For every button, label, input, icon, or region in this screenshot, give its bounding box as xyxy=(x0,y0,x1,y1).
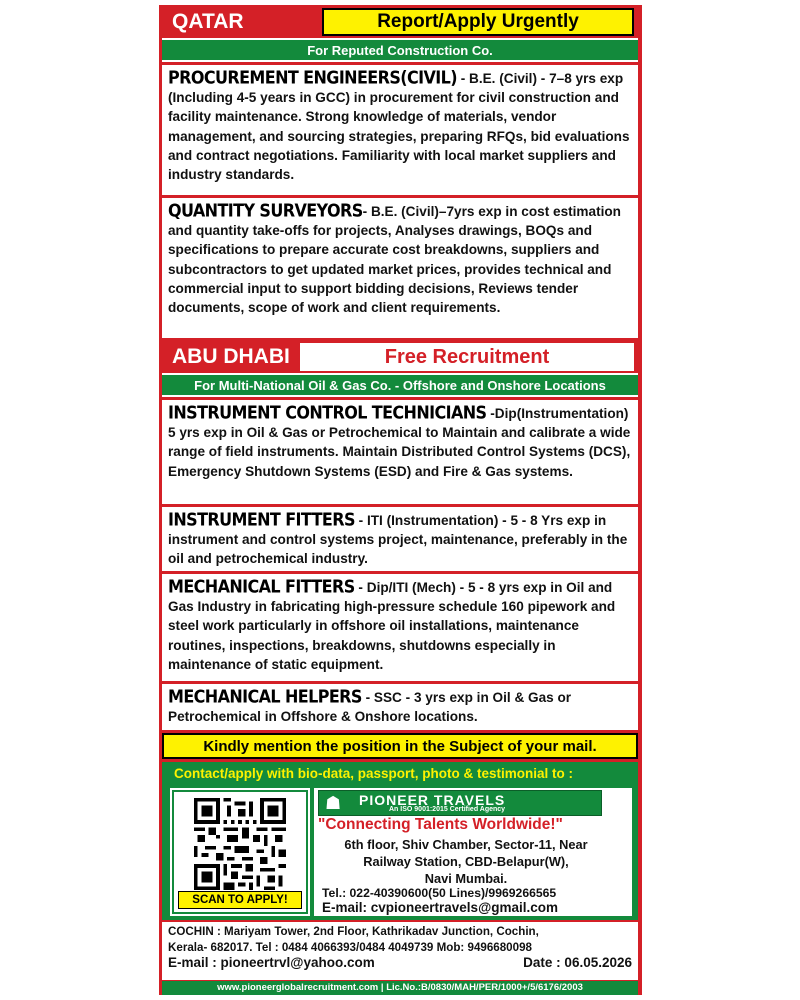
job-mechanical-helpers: MECHANICAL HELPERS - SSC - 3 yrs exp in Oil & Gas or Petrochemical in Offshore & Onshore locations. xyxy=(162,684,638,730)
job-description: B.E. (Civil)–7yrs exp in cost estimation and quantity take-offs for projects, Analyses drawings, BOQs and specifications to prepare accurate cost breakdowns, suppliers and subcontractors to get updated market prices, provides technical and commercial input to support bidding decisions, Reviews tender documents, scope of work and client requirements. xyxy=(168,204,621,316)
job-title: QUANTITY SURVEYORS xyxy=(168,199,363,222)
footer-website-license[interactable]: www.pioneerglobalrecruitment.com | Lic.No.:B/0830/MAH/PER/1000+/5/6176/2003 xyxy=(162,981,638,995)
job-procurement-engineers: PROCUREMENT ENGINEERS(CIVIL) - B.E. (Civil) - 7–8 yrs exp (Including 4-5 years in GCC) in procurement for civil construction and facility maintenance. Strong knowledge of materials, vendor management, and sourcing strategies, preparing RFQs, bid evaluations and contract negotiations. Familiarity with local market suppliers and industry standards. xyxy=(162,65,638,195)
job-mechanical-fitters: MECHANICAL FITTERS - Dip/ITI (Mech) - 5 - 8 yrs exp in Oil and Gas Industry in fabricating high-pressure schedule 160 pipework and steel work particularly in offshore oil installations, maintenance routines, inspections, breakdowns, shutdowns especially in maintenance of static equipment. xyxy=(162,574,638,681)
job-description: Dip/ITI (Mech) - 5 - 8 yrs exp in Oil and Gas Industry in fabricating high-pressure schedule 160 pipework and steel work particularly in offshore oil installations, maintenance routines, inspections, breakdowns, shutdowns especially in maintenance of static equipment. xyxy=(168,580,616,672)
free-recruitment-banner: Free Recruitment xyxy=(300,343,634,371)
job-description: Dip(Instrumentation) 5 yrs exp in Oil & Gas or Petrochemical to Maintain and calibrate a wide range of field instruments. Maintain Distributed Control Systems (DCS), Emergency Shutdown Systems (ESD) and Fire & Gas systems. xyxy=(168,406,631,479)
job-title: INSTRUMENT CONTROL TECHNICIANS xyxy=(168,401,487,424)
job-instrument-control-technicians: INSTRUMENT CONTROL TECHNICIANS -Dip(Instrumentation) 5 yrs exp in Oil & Gas or Petrochemical to Maintain and calibrate a wide range of field instruments. Maintain Distributed Control Systems (DCS), Emergency Shutdown Systems (ESD) and Fire & Gas systems. xyxy=(162,400,638,504)
company-qatar: For Reputed Construction Co. xyxy=(162,38,638,62)
contact-title: Contact/apply with bio-data, passport, photo & testimonial to : xyxy=(174,766,574,781)
company-abu-dhabi: For Multi-National Oil & Gas Co. - Offshore and Onshore Locations xyxy=(162,373,638,397)
job-title: MECHANICAL HELPERS xyxy=(168,685,362,708)
cochin-office xyxy=(162,922,638,980)
cochin-phone: Kerala- 682017. Tel : 0484 4066393/0484 4049739 Mob: 9496680098 xyxy=(168,940,532,954)
cochin-label: COCHIN xyxy=(168,925,214,938)
job-title: INSTRUMENT FITTERS xyxy=(168,508,355,531)
job-description: SSC - 3 yrs exp in Oil & Gas or Petrochemical in Offshore & Onshore locations. xyxy=(168,690,572,725)
agency-logo: ☗ PIONEER TRAVELS An ISO 9001:2015 Certified Agency xyxy=(318,790,602,816)
agency-logo-icon: ☗ xyxy=(325,793,342,813)
job-description: B.E. (Civil) - 7–8 yrs exp (Including 4-5 years in GCC) in procurement for civil construction and facility maintenance. Strong knowledge of materials, vendor management, and sourcing strategies, preparing RFQs, bid evaluations and contract negotiations. Familiarity with local market suppliers and industry standards. xyxy=(168,71,630,183)
cochin-email[interactable]: E-mail : pioneertrvl@yahoo.com xyxy=(168,955,375,970)
job-quantity-surveyors: QUANTITY SURVEYORS- B.E. (Civil)–7yrs exp in cost estimation and quantity take-offs for projects, Analyses drawings, BOQs and specifications to prepare accurate cost breakdowns, suppliers and subcontractors to get updated market prices, provides technical and commercial input to support bidding decisions, Reviews tender documents, scope of work and client requirements. xyxy=(162,198,638,338)
urgent-banner: Report/Apply Urgently xyxy=(322,8,634,36)
agency-info xyxy=(314,788,632,916)
country-qatar: QATAR xyxy=(172,10,244,33)
agency-email[interactable]: E-mail: cvpioneertravels@gmail.com xyxy=(322,900,558,915)
cochin-address: : Mariyam Tower, 2nd Floor, Kathrikadav Junction, Cochin, xyxy=(216,925,539,938)
agency-tagline: "Connecting Talents Worldwide!" xyxy=(318,816,563,833)
qr-panel xyxy=(172,790,308,914)
job-title: MECHANICAL FITTERS xyxy=(168,575,355,598)
agency-address: 6th floor, Shiv Chamber, Sector-11, Near Railway Station, CBD-Belapur(W), Navi Mumbai. xyxy=(344,837,588,886)
ad-date: Date : 06.05.2026 xyxy=(523,955,632,970)
scan-to-apply-label: SCAN TO APPLY! xyxy=(178,891,302,909)
contact-section xyxy=(162,762,638,920)
subject-notice: Kindly mention the position in the Subject of your mail. xyxy=(162,733,638,759)
qr-code-icon[interactable] xyxy=(194,798,286,890)
job-title: PROCUREMENT ENGINEERS(CIVIL) xyxy=(168,66,457,89)
agency-phone: Tel.: 022-40390600(50 Lines)/9969266565 xyxy=(322,886,557,900)
country-abu-dhabi: ABU DHABI xyxy=(172,345,290,368)
job-description: ITI (Instrumentation) - 5 - 8 Yrs exp in instrument and control systems project, maintenance, preferably in the oil and petrochemical industry. xyxy=(168,513,628,567)
job-instrument-fitters: INSTRUMENT FITTERS - ITI (Instrumentation) - 5 - 8 Yrs exp in instrument and control systems project, maintenance, preferably in the oil and petrochemical industry. xyxy=(162,507,638,571)
